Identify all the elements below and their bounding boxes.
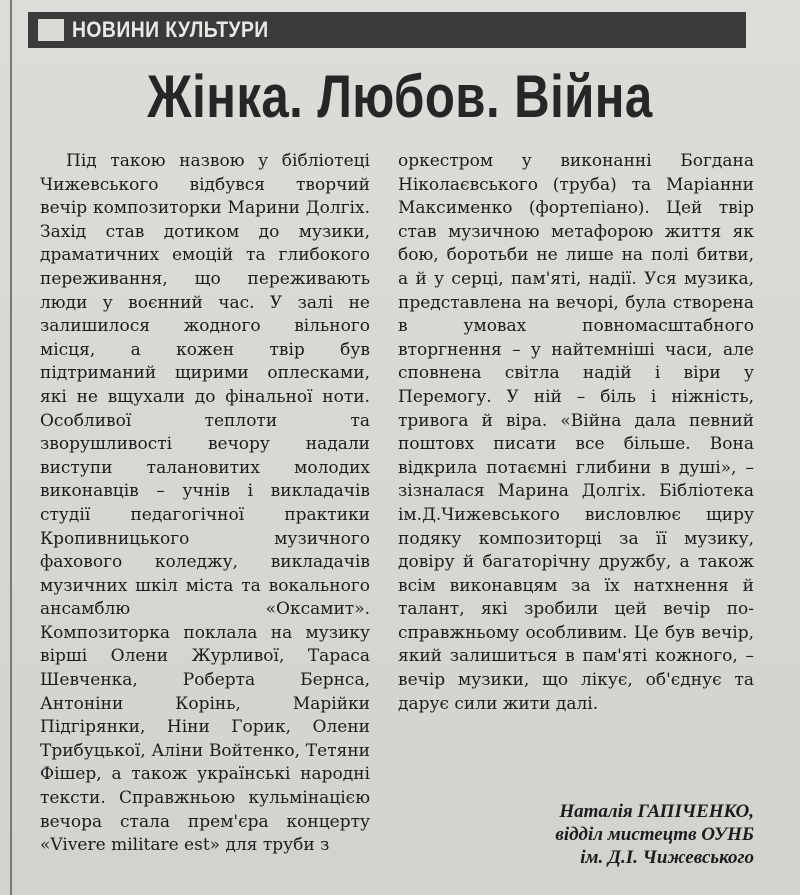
article-column-left xyxy=(40,150,370,858)
author-signature xyxy=(555,800,754,869)
author-name: Наталія ГАПІЧЕНКО, xyxy=(559,801,754,822)
article-column-right xyxy=(398,150,754,716)
section-label: НОВИНИ КУЛЬТУРИ xyxy=(72,17,269,42)
section-header xyxy=(28,12,746,48)
author-role: відділ мистецтв ОУНБ xyxy=(555,824,754,845)
author-org: ім. Д.І. Чижевського xyxy=(580,847,754,868)
square-icon xyxy=(38,19,64,41)
article-headline: Жінка. Любов. Війна xyxy=(147,63,653,130)
column-rule xyxy=(10,0,12,895)
article-body-left: Під такою назвою у бібліотеці Чижевського відбувся творчий вечір композиторки Марини Долгіх. Захід став дотиком до музики, драматичних емоцій та глибокого переживання, що переживають люди у воєнний час. У залі не залишилося жодного вільного місця, а кожен твір був підтриманий щирими оплесками, які не вщухали до фінальної ноти. Особливої теплоти та зворушливості вечору надали виступи талановитих молодих виконавців – учнів і викладачів студії педагогічної практики Кропивницького музичного фахового коледжу, викладачів музичних шкіл міста та вокального ансамблю «Оксамит». Композиторка поклала на музику вірші Олени Журливої, Тараса Шевченка, Роберта Бернса, Антоніни Корінь, Марійки Підгірянки, Ніни Горик, Олени Трибуцької, Аліни Войтенко, Тетяни Фішер, а також українські народні тексти. Справжньою кульмінацією вечора стала прем'єра концерту «Vivere militare est» для труби з xyxy=(40,151,370,856)
article-body-right: оркестром у виконанні Богдана Ніколаєвського (труба) та Маріанни Максименко (фортепіано). Цей твір став музичною метафорою життя як бою, боротьби не лише на полі битви, а й у серці, пам'яті, надії. Уся музика, представлена на вечорі, була створена в умовах повномасштабного вторгнення – у найтемніші часи, але сповнена світла надій і віри у Перемогу. У ній – біль і ніжність, тривога й віра. «Війна дала певний поштовх писати все більше. Вона відкрила потаємні глибини в душі», – зізналася Марина Долгіх. Бібліотека ім.Д.Чижевського висловлює щиру подяку композиторці за її музику, довіру й багаторічну дружбу, а також всім виконавцям за їх натхнення й талант, які зробили цей вечір по-справжньому особливим. Це був вечір, який залишиться в пам'яті кожного, – вечір музики, що лікує, об'єднує та дарує сили жити далі. xyxy=(398,151,754,714)
